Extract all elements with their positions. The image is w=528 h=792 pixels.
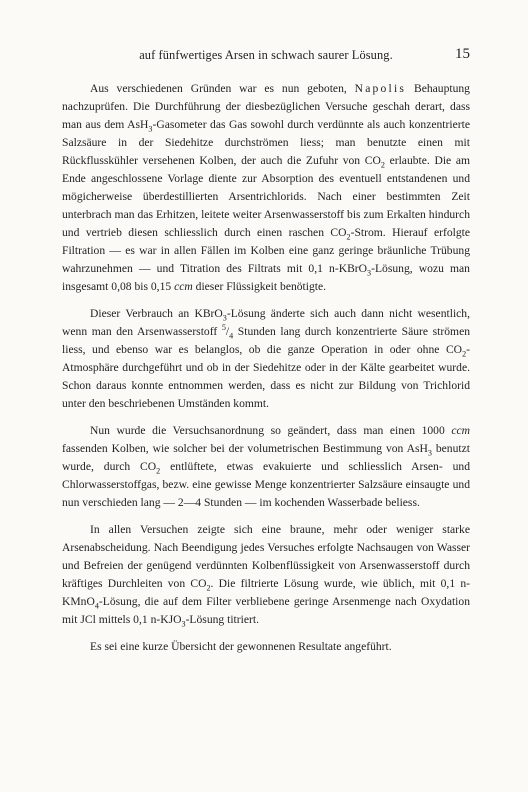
text-run: -Strom. Hierauf erfolgte Filtration — es war in allen Fällen im Kolben eine ganz geringe bräunliche Trübung wahrzunehmen — und Titration des Filtrats mit 0,1 n-KBrO: [62, 226, 471, 275]
text-run: Behauptung nachzuprüfen. Die Durchführung der diesbezüglichen Versuche geschah derart, dass man aus dem AsH: [62, 82, 470, 131]
text-run: Nun wurde die Versuchsanordnung so geändert, dass man einen 1000: [90, 424, 452, 437]
subscript: 3: [181, 619, 186, 629]
text-run: -Lösung titriert.: [185, 613, 259, 626]
subscript: 4: [94, 601, 99, 611]
subscript: 2: [206, 583, 211, 593]
subscript: 2: [380, 160, 385, 170]
paragraph-3: [62, 422, 470, 512]
paragraph-1: [62, 80, 470, 296]
fraction-denominator: 4: [229, 331, 234, 341]
text-run: -Lösung, wozu man insgesamt 0,08 bis 0,15: [62, 262, 470, 293]
subscript: 3: [222, 313, 227, 323]
paragraph-2: Dieser Verbrauch an KBrO$_3$-Lösung änderte sich auch dann nicht wesentlich, wenn man den Arsenwasserstoff $^5/_4$ Stunden lang durch konzentrierte Säure strömen liess, und ebenso war es belanglos, ob die ganze Operation in oder ohne $CO_2$-Atmosphäre durchgeführt und ob in der Siedehitze oder in der Kälte gearbeitet wurde. Schon daraus konnte entnommen werden, dass es nicht zur Bildung von Trichlorid unter den beschriebenen Umständen kommt.: [62, 307, 471, 410]
paragraph-4: [62, 521, 470, 629]
text-run: Dieser Verbrauch an KBrO: [90, 307, 223, 320]
subscript: 2: [156, 466, 161, 476]
running-title: auf fünfwertiges Arsen in schwach saurer Lösung.: [139, 48, 393, 62]
subscript: 2: [462, 349, 467, 359]
body-text: [62, 80, 470, 665]
unit-ccm: ccm: [451, 424, 470, 437]
page-number: 15: [455, 46, 470, 62]
subscript: 3: [148, 124, 153, 134]
paragraph-5: [62, 638, 470, 656]
unit-ccm: ccm: [174, 280, 193, 293]
subscript: 3: [367, 268, 372, 278]
author-name: Napolis: [354, 82, 407, 95]
page-header: [62, 48, 470, 68]
subscript: 2: [346, 232, 351, 242]
text-run: -Lösung, die auf dem Filter verbliebene geringe Arsenmenge nach Oxydation mit JCl mittels 0,1 n-KJO: [62, 595, 470, 626]
text-run: -Lösung änderte sich auch dann nicht wesentlich, wenn man den Arsenwasserstoff: [62, 307, 471, 338]
text-run: erlaubte. Die am Ende angeschlossene Vorlage diente zur Absorption des eventuell entstandenen und mögicherweise überdestillierten Arsentrichlorids. Nach einer bestimmten Zeit unterbrach man das Erhitzen, leitete weiter Arsenwasserstoff bis zum Erkalten hindurch und vertrieb diesen schliesslich durch einen raschen CO: [62, 154, 470, 239]
subscript: 3: [427, 448, 432, 458]
text-run: Stunden lang durch konzentrierte Säure strömen liess, und ebenso war es belanglos, ob die ganze Operation in oder ohne CO: [62, 325, 471, 356]
text-run: dieser Flüssigkeit benötigte.: [192, 280, 327, 293]
text-run: In allen Versuchen zeigte sich eine braune, mehr oder weniger starke Arsenabscheidung. Nach Beendigung jedes Versuches erfolgte Nachsaugen von Wasser und Befreien der genügend verdünnten Kolbenflüssigkeit von Arsenwasserstoff durch kräftiges Durchleiten von CO: [62, 523, 470, 590]
text-run: benutzt wurde, durch CO: [62, 442, 470, 473]
text-run: Aus verschiedenen Gründen war es nun geboten,: [90, 82, 355, 95]
text-run: . Die filtrierte Lösung wurde, wie üblich, mit 0,1 n-KMnO: [62, 577, 470, 608]
text-run: entlüftete, etwas evakuierte und schliesslich Arsen- und Chlorwasserstoffgas, bezw. eine gewisse Menge konzentrierter Salzsäure einsaugte und nun verschieden lang — 2—4 Stunden — im kochenden Wasserbade beliess.: [62, 460, 471, 509]
fraction-numerator: 5: [221, 323, 226, 333]
text-run: fassenden Kolben, wie solcher bei der volumetrischen Bestimmung von AsH: [62, 442, 428, 455]
text-run: -Gasometer das Gas sowohl durch verdünnte als auch konzentrierte Salzsäure in der Siedehitze durchströmen liess; man benutzte einen mit Rückflusskühler versehenen Kolben, der auch die Zufuhr von CO: [62, 118, 470, 167]
text-run: Es sei eine kurze Übersicht der gewonnenen Resultate angeführt.: [90, 640, 392, 653]
text-run: -Atmosphäre durchgeführt und ob in der Siedehitze oder in der Kälte gearbeitet wurde. Schon daraus konnte entnommen werden, dass es nicht zur Bildung von Trichlorid unter den beschriebenen Umständen kommt.: [62, 343, 470, 410]
